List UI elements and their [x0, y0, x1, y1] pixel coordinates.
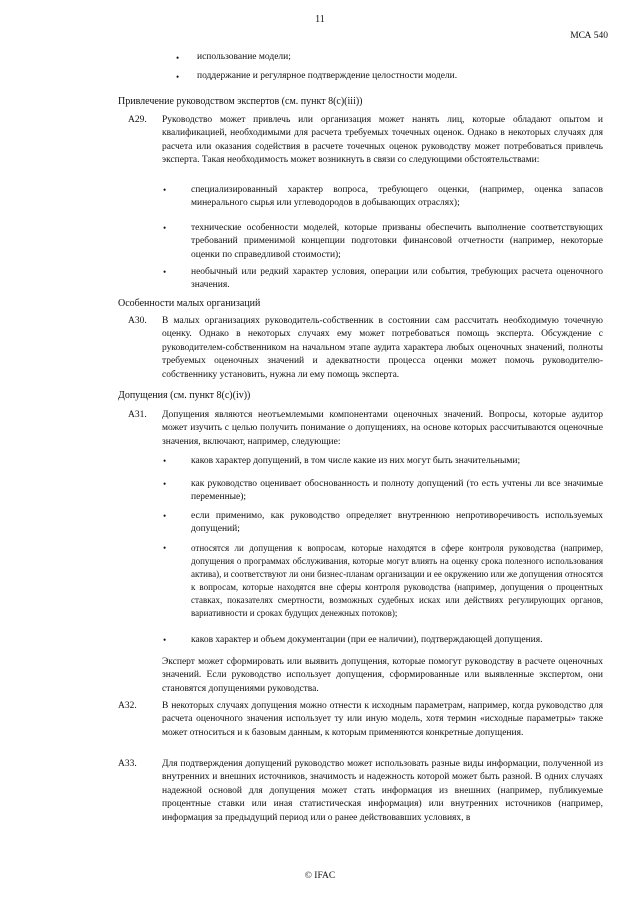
section-heading: Привлечение руководством экспертов (см. пункт 8(c)(iii))	[118, 96, 363, 107]
paragraph-label: A31.	[128, 410, 147, 420]
bullet-icon: •	[163, 456, 167, 466]
section-heading: Особенности малых организаций	[118, 298, 261, 309]
page-number: 11	[315, 14, 325, 25]
paragraph-text: Эксперт может сформировать или выявить допущения, которые помогут руководству в расчете оценочных значений. Если руководство использует допущения, сформированные или выявленные экспертом, они становятся допущениями руководства.	[162, 657, 603, 694]
list-item: если применимо, как руководство определяет внутреннюю непротиворечивость используемых допущений;	[191, 511, 603, 535]
paragraph-label: A29.	[128, 115, 147, 125]
list-item: каков характер допущений, в том числе какие из них могут быть значительными;	[191, 456, 521, 466]
list-item: технические особенности моделей, которые призваны обеспечить выполнение соответствующих требований применимой концепции подготовки финансовой отчетности (например, некоторые оценки по справедливой стоимости);	[191, 223, 603, 260]
list-item: использование модели;	[197, 52, 291, 62]
section-heading: Допущения (см. пункт 8(c)(iv))	[118, 390, 251, 401]
bullet-icon: •	[163, 185, 167, 195]
paragraph-label: A32.	[118, 701, 137, 711]
page-footer: © IFAC	[304, 871, 336, 881]
list-item: относятся ли допущения к вопросам, которые находятся в сфере контроля руководства (например, допущения о программах обслуживания, которые могут влиять на оценку срока полезного использования актива), и соответствуют ли они бизнес-планам организации и ее окружению или же допущения относятся к вопросам, которые находятся вне сферы контроля руководства (например, допущения о процентных ставках, показателях смертности, возможных судебных исках или действиях регулирующих органов, вариативности и сроках будущих денежных потоков);	[191, 543, 603, 618]
paragraph-text: В некоторых случаях допущения можно отнести к исходным параметрам, например, когда руководство для расчета оценочного значения использует ту или иную модель, хотя термин «исходные параметры» также может относиться и к базовым данным, к которым применяются конкретные допущения.	[162, 701, 603, 738]
list-item: как руководство оценивает обоснованность и полноту допущений (то есть учтены ли все значимые переменные);	[191, 479, 603, 503]
paragraph-label: A30.	[128, 316, 147, 326]
paragraph-text: Для подтверждения допущений руководство может использовать разные виды информации, полученной из внутренних и внешних источников, значимость и надежность которой может быть разной. В одних случаях надежной основой для допущения может стать информация из внешних (например, публикуемые процентные ставки или иная статистическая информация) или внутренних источников (например, информация за предыдущий период или о ранее действовавших условиях, в	[162, 759, 603, 823]
bullet-icon: •	[163, 543, 167, 553]
bullet-icon: •	[163, 635, 167, 645]
bullet-icon: •	[176, 72, 180, 82]
paragraph-text: Руководство может привлечь или организация может нанять лиц, которые обладают опытом и квалификацией, необходимыми для расчета требуемых точечных оценок. Однако в некоторых случаях для расчета или оказания содействия в расчете точечных оценок руководству может потребоваться привлечь эксперта. Такая необходимость может возникнуть в связи со следующими обстоятельствами:	[162, 115, 603, 166]
bullet-icon: •	[163, 223, 167, 233]
paragraph-text: Допущения являются неотъемлемыми компонентами оценочных значений. Вопросы, которые аудитор может изучить с целью получить понимание о допущениях, на основе которых рассчитываются оценочные значения, включают, например, следующие:	[162, 410, 603, 447]
list-item: специализированный характер вопроса, требующего оценки, (например, оценка запасов минерального сырья или углеводородов в добывающих отраслях);	[191, 185, 603, 209]
bullet-icon: •	[163, 511, 167, 521]
list-item: поддержание и регулярное подтверждение целостности модели.	[197, 71, 458, 81]
list-item: необычный или редкий характер условия, операции или события, требующих расчета оценочного значения.	[191, 267, 603, 291]
standard-code: МСА 540	[570, 31, 608, 41]
paragraph-label: A33.	[118, 759, 137, 769]
paragraph-text: В малых организациях руководитель-собственник в состоянии сам рассчитать необходимую точечную оценку. Однако в некоторых случаях ему может потребоваться помощь эксперта. Обсуждение с руководителем-собственником на начальном этапе аудита характера любых оценочных значений, полноты требуемых оценочных значений и адекватности процесса оценки может помочь руководителю-собственнику установить, нужна ли ему помощь эксперта.	[162, 316, 603, 380]
bullet-icon: •	[163, 479, 167, 489]
bullet-icon: •	[163, 267, 167, 277]
list-item: каков характер и объем документации (при ее наличии), подтверждающей допущения.	[191, 635, 543, 645]
bullet-icon: •	[176, 53, 180, 63]
